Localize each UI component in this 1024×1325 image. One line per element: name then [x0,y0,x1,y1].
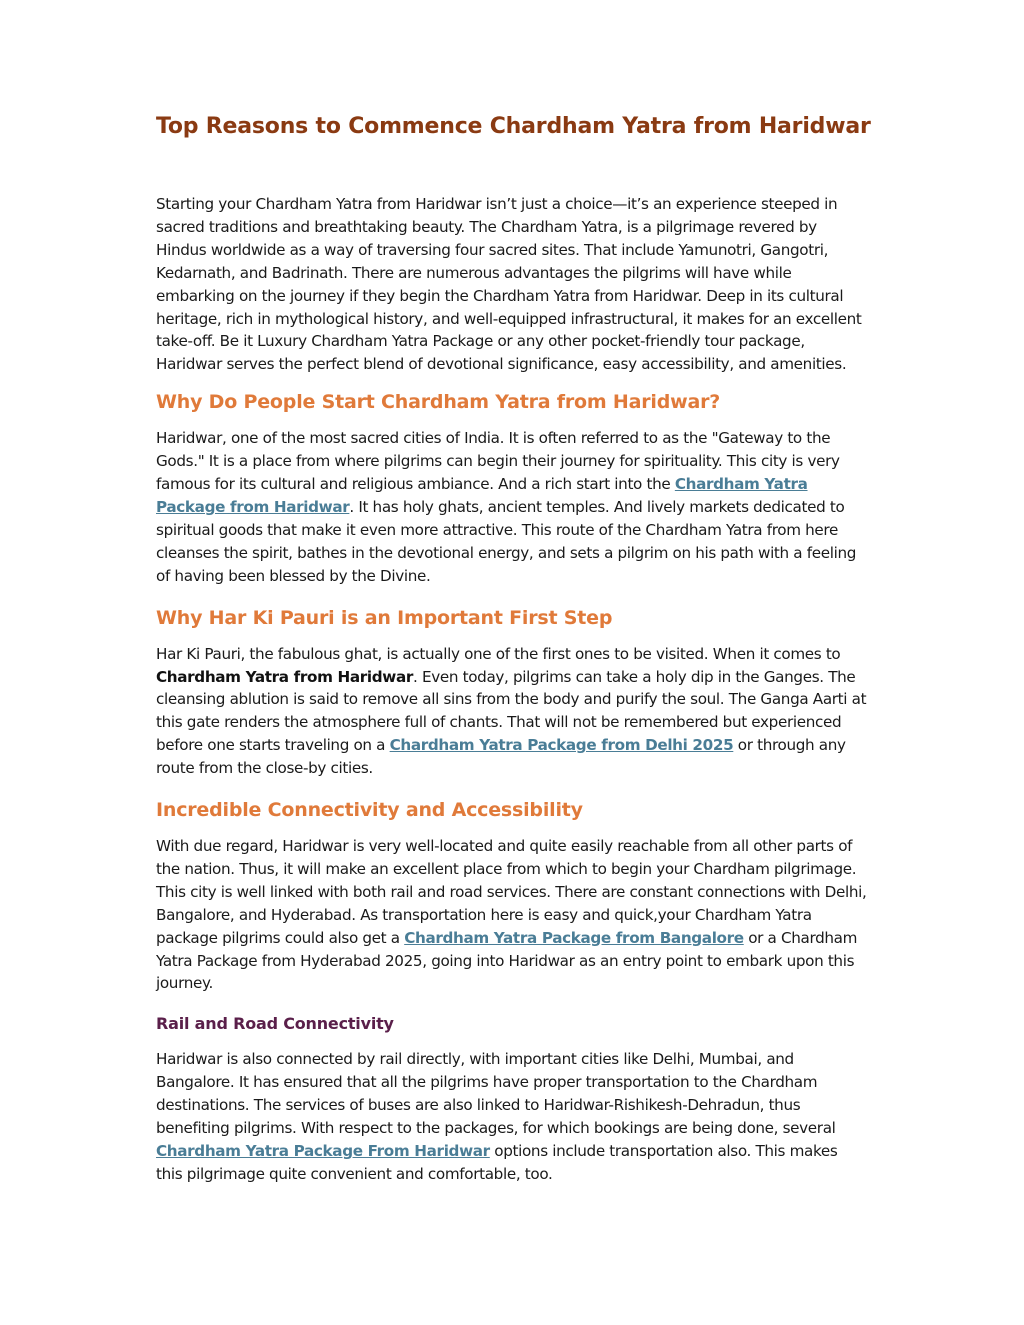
section-heading-connectivity: Incredible Connectivity and Accessibility [156,799,583,822]
document-body [156,193,868,1199]
intro-paragraph: Starting your Chardham Yatra from Haridwar isn’t just a choice—it’s an experience steeped in sacred traditions and breathtaking beauty. The Chardham Yatra, is a pilgrimage revered by Hindus worldwide as a way of traversing four sacred sites. That include Yamunotri, Gangotri, Kedarnath, and Badrinath. There are numerous advantages the pilgrims will have while embarking on the journey if they begin the Chardham Yatra from Haridwar. Deep in its cultural heritage, rich in mythological history, and well-equipped infrastructural, it makes for an excellent take-off. Be it Luxury Chardham Yatra Package or any other pocket-friendly tour package, Haridwar serves the perfect blend of devotional significance, easy accessibility, and amenities. [156,195,862,374]
har-ki-pauri-text-middle: . Even today, pilgrims can take a holy dip in the Ganges. The cleansing ablution is said to remove all sins from the body and purify the soul. The Ganga Aarti at this gate renders the atmosphere full of chants. That will not be remembered but experienced before one starts traveling on a [156,667,867,755]
why-start-text-before: Haridwar, one of the most sacred cities of India. It is often referred to as the "Gateway to the Gods." It is a place from where pilgrims can begin their journey for spirituality. This city is very famous for its cultural and religious ambiance. And a rich start into the [156,429,840,494]
connectivity-paragraph [156,835,868,995]
link-package-from-bangalore[interactable]: Chardham Yatra Package from Bangalore [404,928,744,947]
section-heading-why-start: Why Do People Start Chardham Yatra from Haridwar? [156,391,721,414]
rail-road-text-after: options include transportation also. This makes this pilgrimage quite convenient and comfortable, too. [156,1142,838,1183]
har-ki-pauri-bold-text: Chardham Yatra from Haridwar [156,667,414,686]
connectivity-text-after: or a Chardham Yatra Package from Hyderabad 2025, going into Haridwar as an entry point to embark upon this journey. [156,928,858,993]
har-ki-pauri-paragraph [156,643,868,780]
link-package-from-haridwar[interactable]: Chardham Yatra Package from Haridwar [156,475,808,516]
why-start-text-after: . It has holy ghats, ancient temples. And lively markets dedicated to spiritual goods that make it even more attractive. This route of the Chardham Yatra from here cleanses the spirit, bathes in the devotional energy, and sets a pilgrim on his path with a feeling of having been blessed by the Divine. [156,497,857,585]
section-heading-har-ki-pauri: Why Har Ki Pauri is an Important First Step [156,606,613,629]
har-ki-pauri-text-after: or through any route from the close-by cities. [156,736,846,778]
rail-road-paragraph [156,1048,868,1185]
why-start-paragraph [156,427,868,587]
subheading-rail-road: Rail and Road Connectivity [156,1014,394,1034]
link-package-from-delhi[interactable]: Chardham Yatra Package from Delhi 2025 [389,736,734,755]
connectivity-text-before: With due regard, Haridwar is very well-located and quite easily reachable from all other parts of the nation. Thus, it will make an excellent place from which to begin your Chardham pilgrimage. This city is well linked with both rail and road services. There are constant connections with Delhi, Bangalore, and Hyderabad. As transportation here is easy and quick,your Chardham Yatra package pilgrims could also get a [156,837,867,947]
page-title: Top Reasons to Commence Chardham Yatra from Haridwar [156,114,871,139]
link-package-from-haridwar-2[interactable]: Chardham Yatra Package From Haridwar [156,1142,490,1160]
rail-road-text-before: Haridwar is also connected by rail directly, with important cities like Delhi, Mumbai, and Bangalore. It has ensured that all the pilgrims have proper transportation to the Chardham destinations. The services of buses are also linked to Haridwar-Rishikesh-Dehradun, thus benefiting pilgrims. With respect to the packages, for which bookings are being done, several [156,1050,836,1138]
har-ki-pauri-text-before: Har Ki Pauri, the fabulous ghat, is actually one of the first ones to be visited. When it comes to [156,644,841,663]
